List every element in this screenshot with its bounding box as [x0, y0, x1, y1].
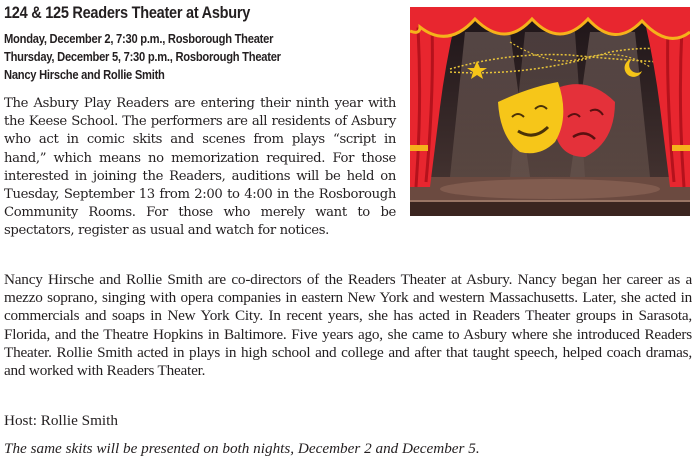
- stage-front: [410, 202, 690, 216]
- schedule-note: The same skits will be presented on both nights, December 2 and December 5.: [4, 440, 480, 457]
- presenters: Nancy Hirsche and Rollie Smith: [4, 67, 165, 82]
- intro-paragraph: The Asbury Play Readers are entering their ninth year with the Keese School. The performers are all residents of Asbury who act in comic skits and scenes from plays “script in hand,” which means no memorization required. For those interested in joining the Readers, auditions will be held on Tuesday, September 13 from 2:00 to 4:00 in the Rosborough Community Rooms. For those who merely want to be spectators, register as usual and watch for notices.: [4, 96, 396, 239]
- bio-paragraph: Nancy Hirsche and Rollie Smith are co-directors of the Readers Theater at Asbury. Nancy began her career as a mezzo soprano, singing with opera companies in eastern New York and western Massachusetts. Later, she acted in commercials and soaps in New York City. In recent years, she has acted in Readers Theater groups in Sarasota, Florida, and the Theatre Hopkins in Baltimore. Five years ago, she came to Asbury where she introduced Readers Theater. Rollie Smith acted in plays in high school and college and after that taught speech, helped coach dramas, and worked with Readers Theater.: [4, 271, 692, 380]
- session-thursday: Thursday, December 5, 7:30 p.m., Rosborough Theater: [4, 49, 281, 64]
- session-monday: Monday, December 2, 7:30 p.m., Rosborough Theater: [4, 31, 274, 46]
- theater-masks-illustration: [410, 7, 690, 216]
- host-line: Host: Rollie Smith: [4, 412, 118, 429]
- event-title: 124 & 125 Readers Theater at Asbury: [4, 4, 251, 22]
